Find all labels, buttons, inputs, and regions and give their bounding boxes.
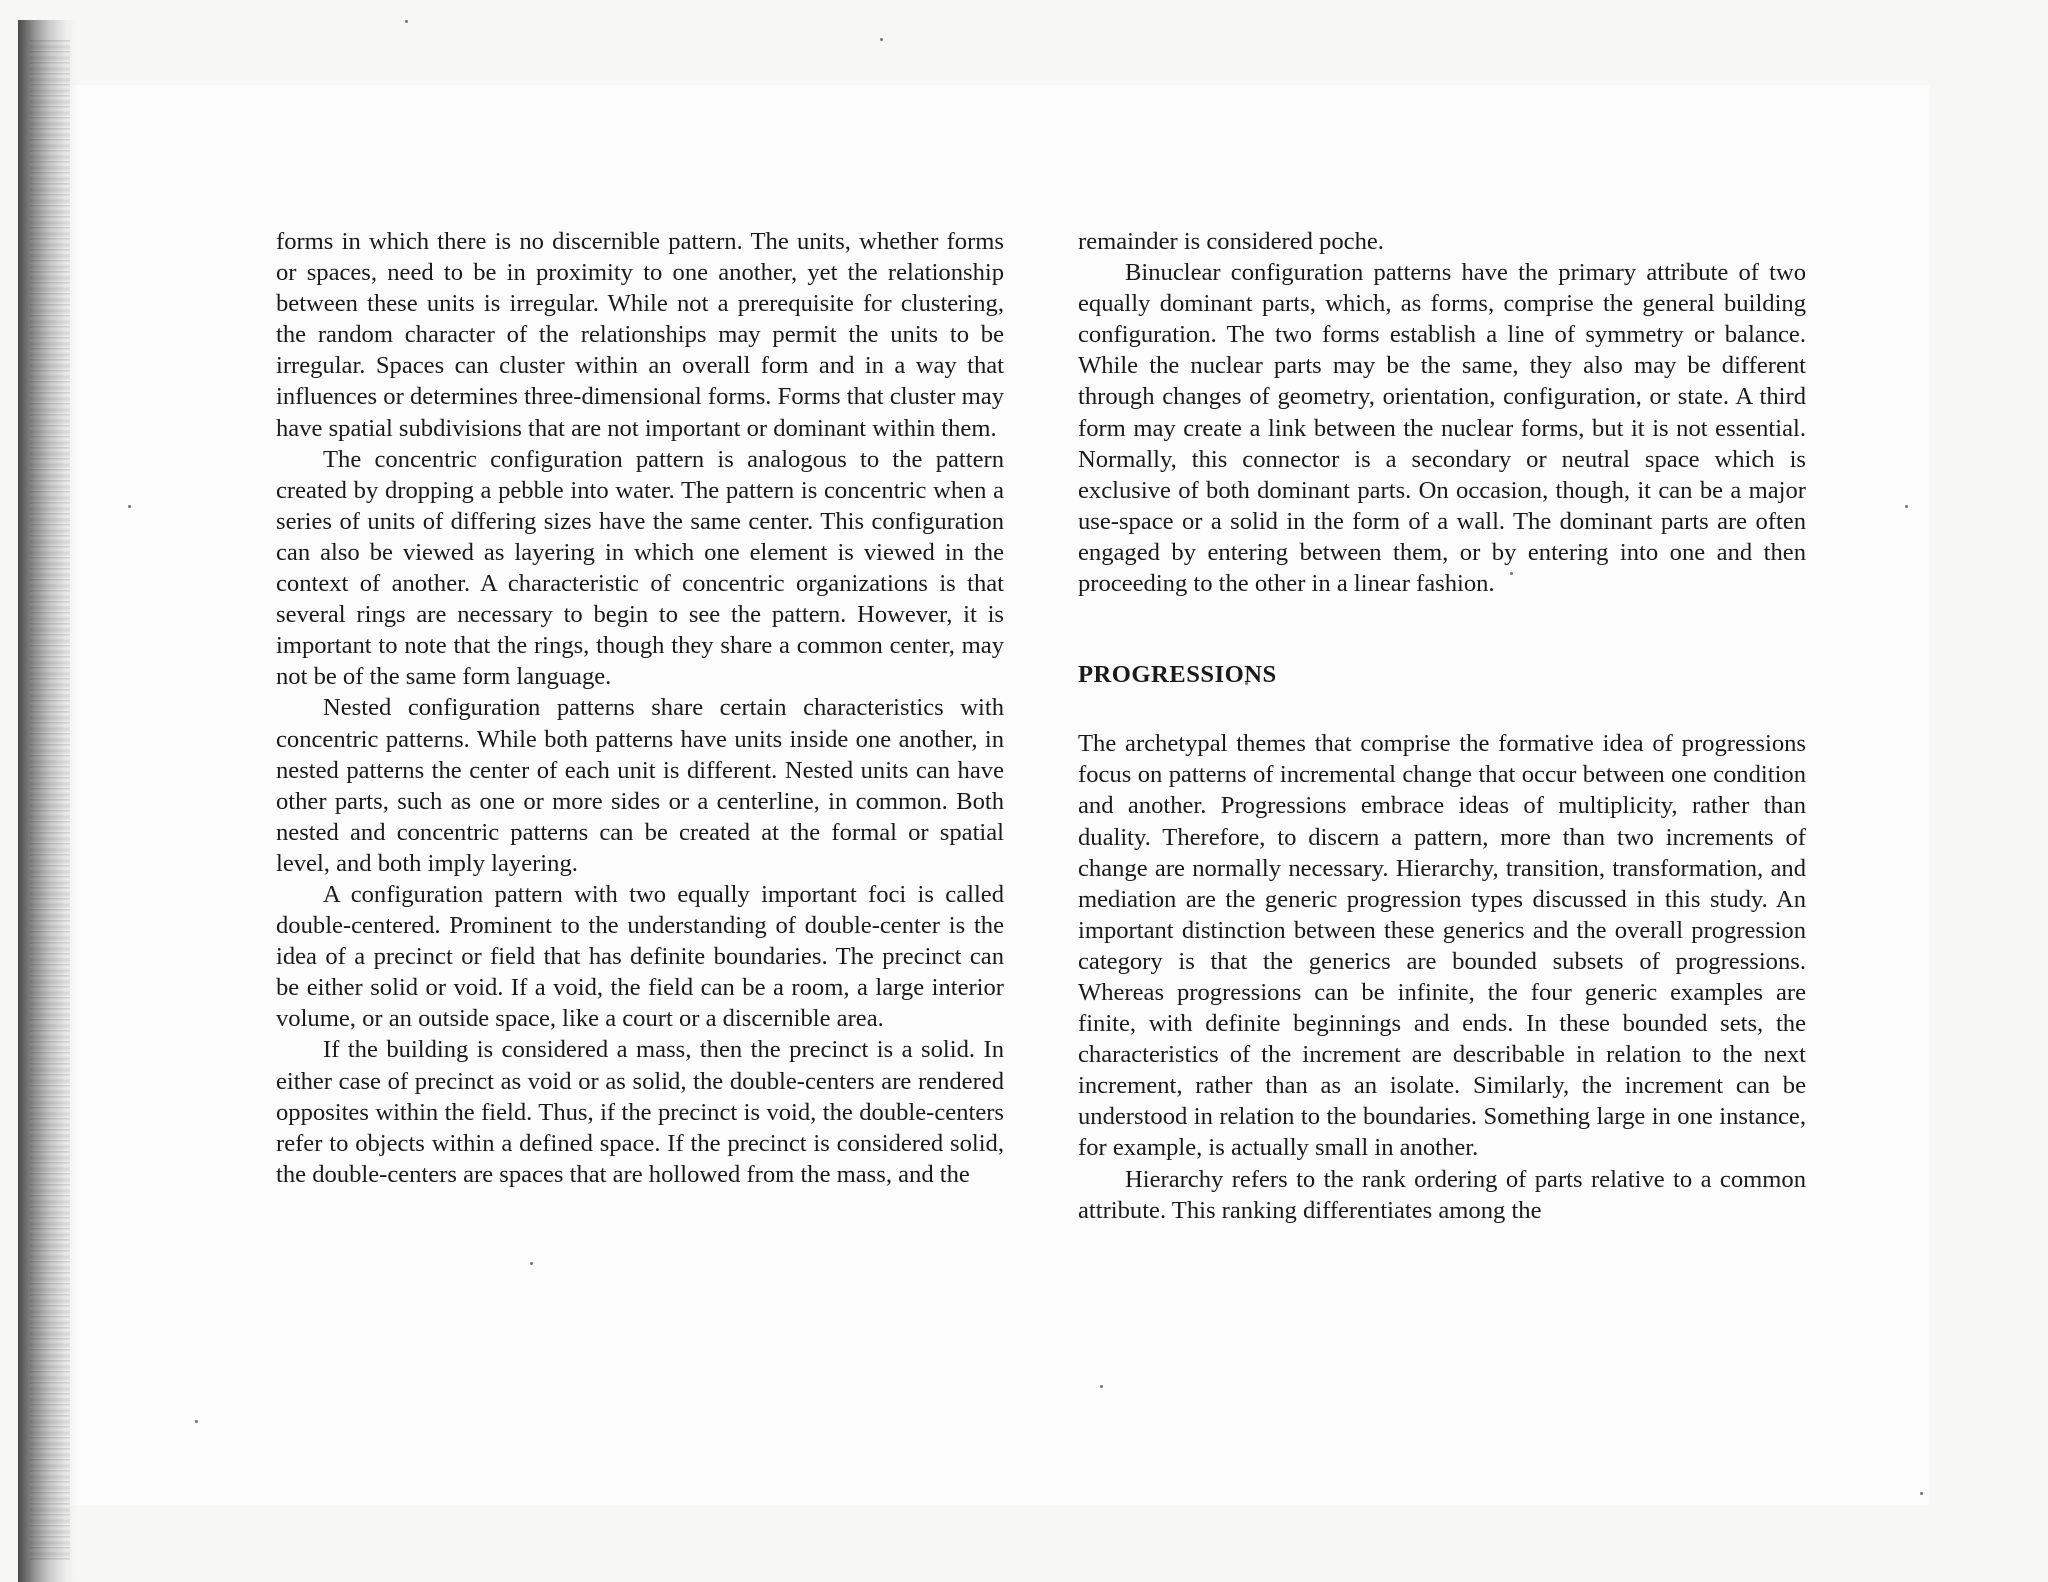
body-paragraph: The concentric configuration pattern is analogous to the pattern created by dropping a pebble into water. The pattern is concentric when a series of units of differing sizes have the same center. This configuration can also be viewed as layering in which one element is viewed in the context of another. A characteristic of concentric organizations is that several rings are necessary to begin to see the pattern. However, it is important to note that the rings, though they share a common center, may not be of the same form language. (276, 445, 1004, 691)
section-heading: PROGRESSIONS (1078, 661, 1277, 689)
left-text-column (276, 226, 1004, 1190)
scan-speck (1100, 1385, 1103, 1388)
body-paragraph: remainder is considered poche. (1078, 228, 1384, 255)
body-paragraph: If the building is considered a mass, then the precinct is a solid. In either case of precinct as void or as solid, the double-centers are rendered opposites within the field. Thus, if the precinct is void, the double-centers refer to objects within a defined space. If the precinct is considered solid, the double-centers are spaces that are hollowed from the mass, and the (276, 1036, 1004, 1188)
scan-binding-texture (30, 40, 70, 1560)
scan-speck (530, 1262, 533, 1265)
scan-speck (880, 38, 883, 41)
scan-speck (128, 505, 131, 508)
right-text-column (1078, 226, 1806, 1226)
body-paragraph: The archetypal themes that comprise the formative idea of progressions focus on patterns of incremental change that occur between one condition and another. Progressions embrace ideas of multiplicity, rather than duality. Therefore, to discern a pattern, more than two increments of change are normally necessary. Hierarchy, transition, transformation, and mediation are the generic progression types discussed in this study. An important distinction between these generics and the overall progression category is that the generics are bounded subsets of progressions. Whereas progressions can be infinite, the four generic examples are finite, with definite beginnings and ends. In these bounded sets, the characteristics of the increment are describable in relation to the next increment, rather than as an isolate. Similarly, the increment can be understood in relation to the boundaries. Something large in one instance, for example, is actually small in another. (1078, 730, 1806, 1162)
scan-speck (195, 1420, 198, 1423)
body-paragraph: Binuclear configuration patterns have the primary attribute of two equally dominant parts, which, as forms, comprise the general building configuration. The two forms establish a line of symmetry or balance. While the nuclear parts may be the same, they also may be different through changes of geometry, orientation, configuration, or state. A third form may create a link between the nuclear forms, but it is not essential. Normally, this connector is a secondary or neutral space which is exclusive of both dominant parts. On occasion, though, it can be a major use-space or a solid in the form of a wall. The dominant parts are often engaged by entering between them, or by entering into one and then proceeding to the other in a linear fashion. (1078, 259, 1806, 598)
body-paragraph: Nested configuration patterns share certain characteristics with concentric patterns. While both patterns have units inside one another, in nested patterns the center of each unit is different. Nested units can have other parts, such as one or more sides or a centerline, in common. Both nested and concentric patterns can be created at the formal or spatial level, and both imply layering. (276, 694, 1004, 877)
body-paragraph: Hierarchy refers to the rank ordering of parts relative to a common attribute. This ranking differentiates among the (1078, 1165, 1806, 1224)
body-paragraph: A configuration pattern with two equally important foci is called double-centered. Prominent to the understanding of double-center is the idea of a precinct or field that has definite boundaries. The precinct can be either solid or void. If a void, the field can be a room, a large interior volume, or an outside space, like a court or a discernible area. (276, 880, 1004, 1033)
body-paragraph: forms in which there is no discernible pattern. The units, whether forms or spaces, need to be in proximity to one another, yet the relationship between these units is irregular. While not a prerequisite for clustering, the random character of the relationships may permit the units to be irregular. Spaces can cluster within an overall form and in a way that influences or determines three-dimensional forms. Forms that cluster may have spatial subdivisions that are not important or dominant within them. (276, 228, 1004, 442)
scan-speck (405, 20, 408, 23)
scan-speck (1905, 505, 1908, 508)
scan-speck (1920, 1492, 1923, 1495)
